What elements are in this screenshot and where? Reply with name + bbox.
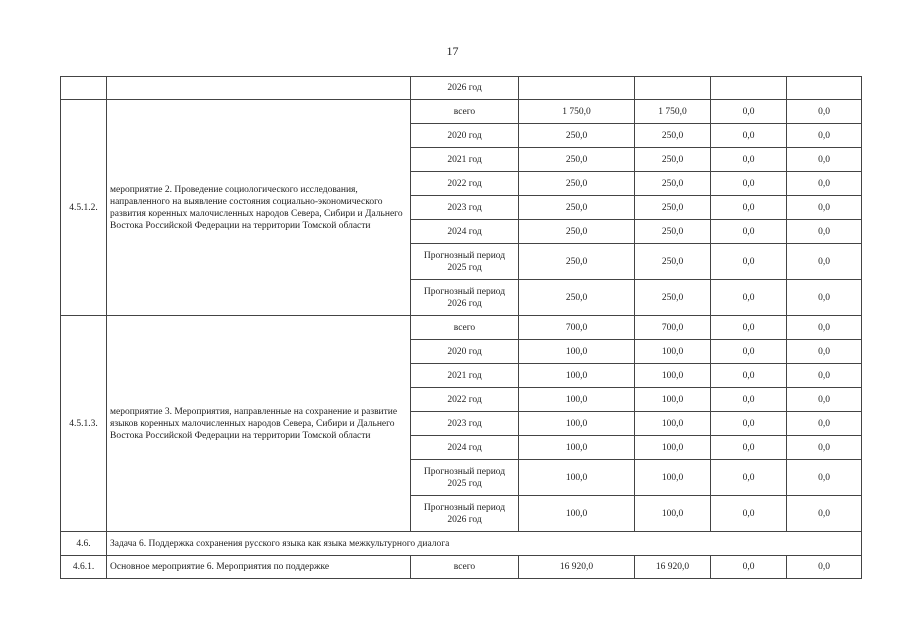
value-cell: 0,0 <box>711 412 787 436</box>
value-cell: 250,0 <box>519 196 635 220</box>
item-code: 4.6.1. <box>61 556 107 579</box>
value-cell: 0,0 <box>711 172 787 196</box>
value-cell: 16 920,0 <box>519 556 635 579</box>
table-row <box>61 100 862 124</box>
value-cell: 0,0 <box>711 244 787 280</box>
value-cell: 0,0 <box>711 196 787 220</box>
table-row <box>61 556 862 579</box>
value-cell: 250,0 <box>635 220 711 244</box>
value-cell: 0,0 <box>787 148 862 172</box>
value-cell: 1 750,0 <box>519 100 635 124</box>
value-cell: 100,0 <box>635 388 711 412</box>
value-cell: 100,0 <box>635 364 711 388</box>
value-cell: 100,0 <box>519 460 635 496</box>
task-text: Задача 6. Поддержка сохранения русского языка как языка межкультурного диалога <box>107 532 862 556</box>
period-cell: Прогнозный период 2026 год <box>411 280 519 316</box>
value-cell: 250,0 <box>519 148 635 172</box>
period-cell: Прогнозный период 2025 год <box>411 460 519 496</box>
period-cell: Прогнозный период 2026 год <box>411 496 519 532</box>
value-cell: 100,0 <box>519 388 635 412</box>
period-cell: 2021 год <box>411 148 519 172</box>
value-cell: 700,0 <box>519 316 635 340</box>
value-cell: 0,0 <box>787 124 862 148</box>
value-cell: 0,0 <box>787 316 862 340</box>
value-cell: 0,0 <box>711 556 787 579</box>
value-cell: 16 920,0 <box>635 556 711 579</box>
value-cell: 0,0 <box>711 496 787 532</box>
period-cell: 2026 год <box>411 77 519 100</box>
value-cell: 0,0 <box>787 340 862 364</box>
value-cell: 0,0 <box>711 340 787 364</box>
value-cell: 0,0 <box>711 280 787 316</box>
period-cell: 2024 год <box>411 220 519 244</box>
value-cell: 0,0 <box>711 100 787 124</box>
page-number: 17 <box>446 44 459 58</box>
value-cell: 250,0 <box>635 244 711 280</box>
item-code: 4.5.1.3. <box>61 316 107 532</box>
value-cell: 0,0 <box>787 196 862 220</box>
value-cell: 0,0 <box>711 460 787 496</box>
value-cell: 250,0 <box>635 124 711 148</box>
value-cell: 100,0 <box>519 340 635 364</box>
period-cell: 2023 год <box>411 196 519 220</box>
value-cell: 100,0 <box>635 412 711 436</box>
name-cell <box>107 77 411 100</box>
value-cell: 0,0 <box>787 496 862 532</box>
table-row <box>61 77 862 100</box>
value-cell: 0,0 <box>711 124 787 148</box>
period-cell: Прогнозный период 2025 год <box>411 244 519 280</box>
period-cell: 2020 год <box>411 124 519 148</box>
value-cell: 100,0 <box>635 340 711 364</box>
value-cell: 0,0 <box>787 412 862 436</box>
value-cell: 0,0 <box>787 364 862 388</box>
value-cell <box>711 77 787 100</box>
value-cell <box>519 77 635 100</box>
period-cell: 2022 год <box>411 388 519 412</box>
period-cell: всего <box>411 556 519 579</box>
value-cell: 0,0 <box>787 556 862 579</box>
value-cell: 250,0 <box>635 280 711 316</box>
item-name: мероприятие 3. Мероприятия, направленные на сохранение и развитие языков коренных малочисленных народов Севера, Сибири и Дальнего Востока Российской Федерации на территории Томской области <box>107 316 411 532</box>
item-name: Основное мероприятие 6. Мероприятия по поддержке <box>107 556 411 579</box>
budget-table-body <box>61 77 862 579</box>
period-cell: всего <box>411 100 519 124</box>
value-cell: 250,0 <box>635 196 711 220</box>
value-cell: 0,0 <box>787 244 862 280</box>
value-cell: 100,0 <box>519 364 635 388</box>
value-cell: 100,0 <box>635 436 711 460</box>
task-row <box>61 532 862 556</box>
value-cell: 250,0 <box>635 172 711 196</box>
period-cell: 2020 год <box>411 340 519 364</box>
value-cell: 0,0 <box>787 436 862 460</box>
value-cell: 250,0 <box>519 220 635 244</box>
value-cell: 700,0 <box>635 316 711 340</box>
value-cell <box>787 77 862 100</box>
item-name: мероприятие 2. Проведение социологического исследования, направленного на выявление состояния социально-экономического развития коренных малочисленных народов Севера, Сибири и Дальнего Востока Российской Федерации на территории Томской области <box>107 100 411 316</box>
period-cell: всего <box>411 316 519 340</box>
value-cell: 0,0 <box>711 316 787 340</box>
value-cell: 250,0 <box>519 172 635 196</box>
value-cell: 0,0 <box>711 220 787 244</box>
period-cell: 2024 год <box>411 436 519 460</box>
value-cell: 100,0 <box>635 496 711 532</box>
period-cell: 2022 год <box>411 172 519 196</box>
value-cell: 100,0 <box>519 496 635 532</box>
value-cell: 0,0 <box>711 388 787 412</box>
value-cell <box>635 77 711 100</box>
value-cell: 0,0 <box>787 100 862 124</box>
period-cell: 2023 год <box>411 412 519 436</box>
table-row <box>61 316 862 340</box>
value-cell: 250,0 <box>519 124 635 148</box>
value-cell: 100,0 <box>635 460 711 496</box>
value-cell: 0,0 <box>787 280 862 316</box>
value-cell: 100,0 <box>519 412 635 436</box>
code-cell <box>61 77 107 100</box>
value-cell: 0,0 <box>787 220 862 244</box>
value-cell: 0,0 <box>787 460 862 496</box>
value-cell: 0,0 <box>711 364 787 388</box>
period-cell: 2021 год <box>411 364 519 388</box>
value-cell: 0,0 <box>711 148 787 172</box>
budget-table <box>60 76 862 579</box>
task-code: 4.6. <box>61 532 107 556</box>
value-cell: 1 750,0 <box>635 100 711 124</box>
value-cell: 250,0 <box>519 244 635 280</box>
value-cell: 250,0 <box>635 148 711 172</box>
item-code: 4.5.1.2. <box>61 100 107 316</box>
value-cell: 100,0 <box>519 436 635 460</box>
value-cell: 0,0 <box>787 172 862 196</box>
value-cell: 250,0 <box>519 280 635 316</box>
value-cell: 0,0 <box>787 388 862 412</box>
value-cell: 0,0 <box>711 436 787 460</box>
